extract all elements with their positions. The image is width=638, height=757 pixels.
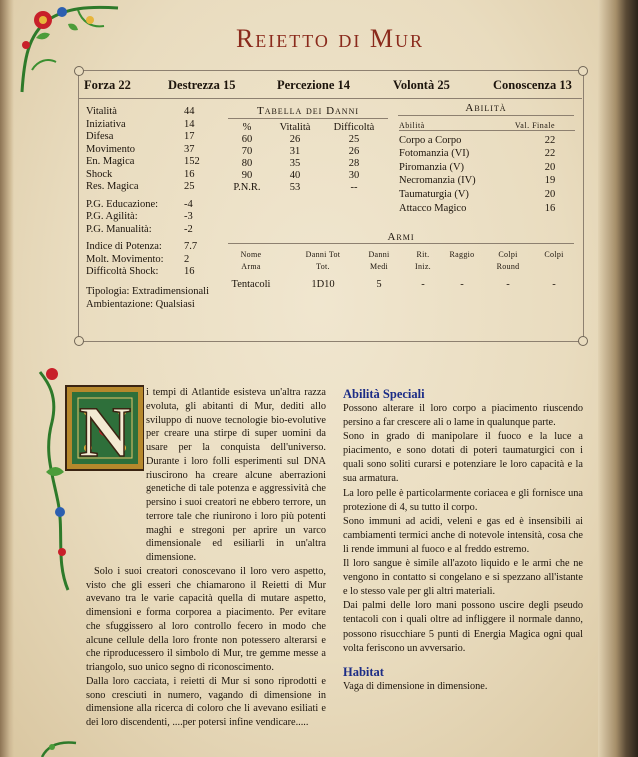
parchment-left-edge — [0, 0, 14, 757]
lore-column — [86, 386, 326, 730]
abilities-col-value: Val. Finale — [514, 121, 556, 130]
damage-cell: -- — [350, 182, 358, 193]
stat-value: 152 — [184, 156, 200, 167]
ability-row — [399, 148, 575, 162]
weapon-cell: Tentacoli — [231, 279, 271, 290]
page-title: Reietto di Mur — [235, 24, 425, 53]
damage-row — [228, 170, 388, 182]
damage-cell: 31 — [289, 146, 301, 157]
damage-table — [228, 122, 388, 194]
pg-value: -4 — [184, 198, 193, 210]
damage-row — [228, 158, 388, 170]
damage-cell: 53 — [289, 182, 301, 193]
attribute-destrezza: Destrezza 15 — [168, 78, 236, 92]
frame-corner-knob — [578, 336, 588, 346]
pg-label: P.G. Agilità: — [86, 211, 138, 222]
stat-value: 37 — [184, 143, 195, 155]
ability-value: 20 — [544, 161, 556, 173]
pg-label: P.G. Educazione: — [86, 198, 159, 210]
damage-cell: 60 — [241, 134, 253, 145]
special-abilities-heading: Abilità Speciali — [343, 387, 425, 401]
divider — [398, 115, 574, 116]
bottom-vine-ornament — [40, 735, 80, 757]
weapons-col-header — [534, 249, 574, 261]
ability-value: 19 — [544, 175, 556, 187]
weapons-col-header — [486, 249, 530, 273]
parchment-right-edge — [598, 0, 638, 757]
header-line: Colpi — [498, 250, 518, 259]
pg-value: -2 — [184, 223, 193, 235]
stat-label: Difesa — [86, 131, 114, 142]
weapons-col-header — [228, 249, 274, 273]
ability-value: 16 — [544, 202, 556, 214]
special-paragraph: Possono alterare il loro corpo a piacimento riuscendo persino a far crescere ali o lame in qualunque parte. — [343, 403, 583, 429]
pg-value: -3 — [184, 211, 193, 222]
stat-label: Shock — [86, 168, 113, 180]
ability-row — [399, 203, 575, 217]
abilities-table — [399, 121, 575, 216]
index-label: Difficoltà Shock: — [86, 266, 159, 277]
ability-name: Taumaturgia (V) — [399, 188, 469, 200]
special-paragraph: La loro pelle è particolarmente coriacea e gli fornisce una protezione di 4, su tutto il corpo. — [343, 487, 583, 513]
damage-cell: 40 — [289, 170, 301, 181]
lore-paragraph: Dalla loro cacciata, i reietti di Mur si sono riprodotti e sono cresciuti in numero, vagando di dimensione in dimensione alla ricerca di coloro che li avevano esiliati e dei loro discendenti, ....per potersi infine vendicare..... — [86, 675, 326, 728]
lore-paragraph: i tempi di Atlantide esisteva un'altra razza evoluta, gli abitanti di Mur, dediti allo sviluppo di nuove tecnologie bio-evolutive per creare una stirpe di super uomini da usare per la conquista dell'universo. Durante i loro folli esperimenti sul DNA riuscirono ha creare alcune aberrazioni genetiche di tale potenza e aggressività che persino i suoi creatori ne ebbero terrore, un terrore tale che riunirono i loro più potenti maghi e stregoni per aprire un varco dimensionale ed esiliarli in un'altra dimensione. — [146, 387, 326, 563]
header-line: Nome — [240, 250, 262, 259]
weapons-title: Armi — [387, 231, 415, 243]
damage-cell: 26 — [289, 134, 301, 145]
weapon-cell: - — [460, 279, 464, 290]
weapons-col-header — [442, 249, 482, 261]
header-line: Medi — [369, 262, 389, 271]
damage-cell: 30 — [348, 170, 360, 181]
abilities-col-name: Abilità — [399, 121, 425, 130]
damage-col-header: % — [242, 122, 252, 133]
index-value: 2 — [184, 253, 190, 265]
damage-col-header: Vitalità — [279, 122, 311, 133]
ability-value: 20 — [544, 188, 556, 200]
header-line: Round — [496, 262, 520, 271]
weapons-col-header — [290, 249, 356, 273]
index-label: Molt. Movimento: — [86, 253, 164, 265]
stat-label: Movimento — [86, 143, 135, 155]
header-line: Arma — [241, 262, 261, 271]
frame-corner-knob — [578, 66, 588, 76]
ability-row — [399, 175, 575, 189]
damage-row — [228, 134, 388, 146]
stat-value: 16 — [184, 168, 195, 180]
divider — [399, 130, 575, 131]
ability-row — [399, 189, 575, 203]
damage-table-title: Tabella dei Danni — [256, 105, 360, 117]
divider — [78, 98, 582, 99]
damage-cell: 90 — [241, 170, 253, 181]
attribute-conoscenza: Conoscenza 13 — [493, 78, 572, 92]
ability-name: Piromanzia (V) — [399, 161, 465, 173]
stat-value: 44 — [184, 106, 195, 117]
ability-value: 22 — [544, 148, 556, 160]
habitat-text: Vaga di dimensione in dimensione. — [343, 680, 488, 692]
frame-corner-knob — [74, 66, 84, 76]
weapons-col-header — [406, 249, 440, 273]
ability-row — [399, 135, 575, 149]
lore-paragraph: Solo i suoi creatori conoscevano il loro vero aspetto, visto che gli esseri che chiamarono il Reietti di Mur avevano tra le varie capacità quella di mutare aspetto, dimensioni e forma corporea a piacimento. Per evitare che sfuggissero al loro controllo fecero in modo che alcune cellule della loro fronte non potessero alterarsi e che riproducessero il simbolo di Mur, tre gemme messe a triangolo, suo unico segno di riconoscimento. — [86, 565, 326, 673]
abilities-title: Abilità — [465, 102, 507, 114]
stat-label: Res. Magica — [86, 181, 139, 192]
damage-col-header: Difficoltà — [333, 122, 375, 133]
abilities-description-column — [343, 386, 583, 694]
damage-cell: 35 — [289, 158, 301, 169]
weapon-cell: - — [506, 279, 510, 290]
divider — [228, 243, 574, 244]
special-paragraph: Dai palmi delle loro mani possono uscire degli pseudo tentacoli con i quali oltre ad infliggere il normale danno, possono risucchiare 5 punti di Energia Magica ogni qual volta feriscono un avversario. — [343, 600, 583, 654]
index-label: Indice di Potenza: — [86, 241, 162, 252]
stat-label: En. Magica — [86, 156, 135, 167]
tipologia: Tipologia: Extradimensionali — [86, 286, 209, 297]
damage-row — [228, 146, 388, 158]
header-line: Tot. — [316, 262, 330, 271]
header-line: Danni — [368, 250, 390, 259]
frame-corner-knob — [74, 336, 84, 346]
ability-name: Necromanzia (IV) — [399, 175, 476, 187]
damage-cell: P.N.R. — [233, 182, 261, 193]
header-line: Raggio — [449, 250, 475, 259]
dropcap-letter: N — [79, 392, 131, 472]
damage-cell: 26 — [348, 146, 360, 157]
habitat-heading: Habitat — [343, 664, 384, 679]
damage-table-header — [228, 122, 388, 134]
header-line: Colpi — [544, 250, 564, 259]
divider — [228, 118, 388, 119]
index-value: 16 — [184, 266, 195, 277]
damage-cell: 80 — [241, 158, 253, 169]
weapons-col-header — [358, 249, 400, 273]
ambientazione: Ambientazione: Qualsiasi — [86, 298, 195, 310]
special-paragraph: Sono in grado di manipolare il fuoco e la luce a piacimento, e sono dotati di poteri taumaturgici con i quali sono soliti curarsi e potenziare le loro capacità e la sua armatura. — [343, 431, 583, 485]
ability-name: Fotomanzia (VI) — [399, 148, 470, 160]
damage-cell: 25 — [348, 134, 360, 145]
special-paragraph: Il loro sangue è simile all'azoto liquido e le armi che ne vengono in contatto si congelano e si spezzano all'istante e lo stesso vale per gli altri materiali. — [343, 558, 583, 598]
weapon-cell: 5 — [376, 279, 382, 290]
index-value: 7.7 — [184, 241, 198, 252]
attribute-forza: Forza 22 — [84, 78, 131, 92]
ability-name: Attacco Magico — [399, 202, 467, 214]
creature-classification — [86, 286, 209, 311]
attribute-percezione: Percezione 14 — [277, 78, 350, 92]
stat-value: 14 — [184, 118, 195, 130]
attribute-volonta: Volontà 25 — [393, 78, 450, 92]
stat-value: 25 — [184, 181, 195, 192]
stat-label: Iniziativa — [86, 118, 126, 130]
special-paragraph: Sono immuni ad acidi, veleni e gas ed è insensibili ai cambiamenti termici anche di notevole intensità, cosa che li rende immuni al fuoco e al freddo estremo. — [343, 515, 583, 555]
damage-row — [228, 182, 388, 194]
ability-row — [399, 162, 575, 176]
header-line: Rit. — [416, 250, 430, 259]
weapon-cell: - — [421, 279, 425, 290]
stat-label: Vitalità — [86, 106, 117, 117]
damage-cell: 28 — [348, 158, 360, 169]
pg-label: P.G. Manualità: — [86, 223, 152, 235]
ability-value: 22 — [544, 134, 556, 146]
header-line: Iniz. — [415, 262, 431, 271]
header-line: Danni Tot — [305, 250, 341, 259]
weapon-cell: 1D10 — [311, 279, 335, 290]
weapon-cell: - — [552, 279, 556, 290]
abilities-header — [399, 121, 575, 135]
damage-cell: 70 — [241, 146, 253, 157]
ability-name: Corpo a Corpo — [399, 134, 462, 146]
stat-value: 17 — [184, 131, 195, 142]
